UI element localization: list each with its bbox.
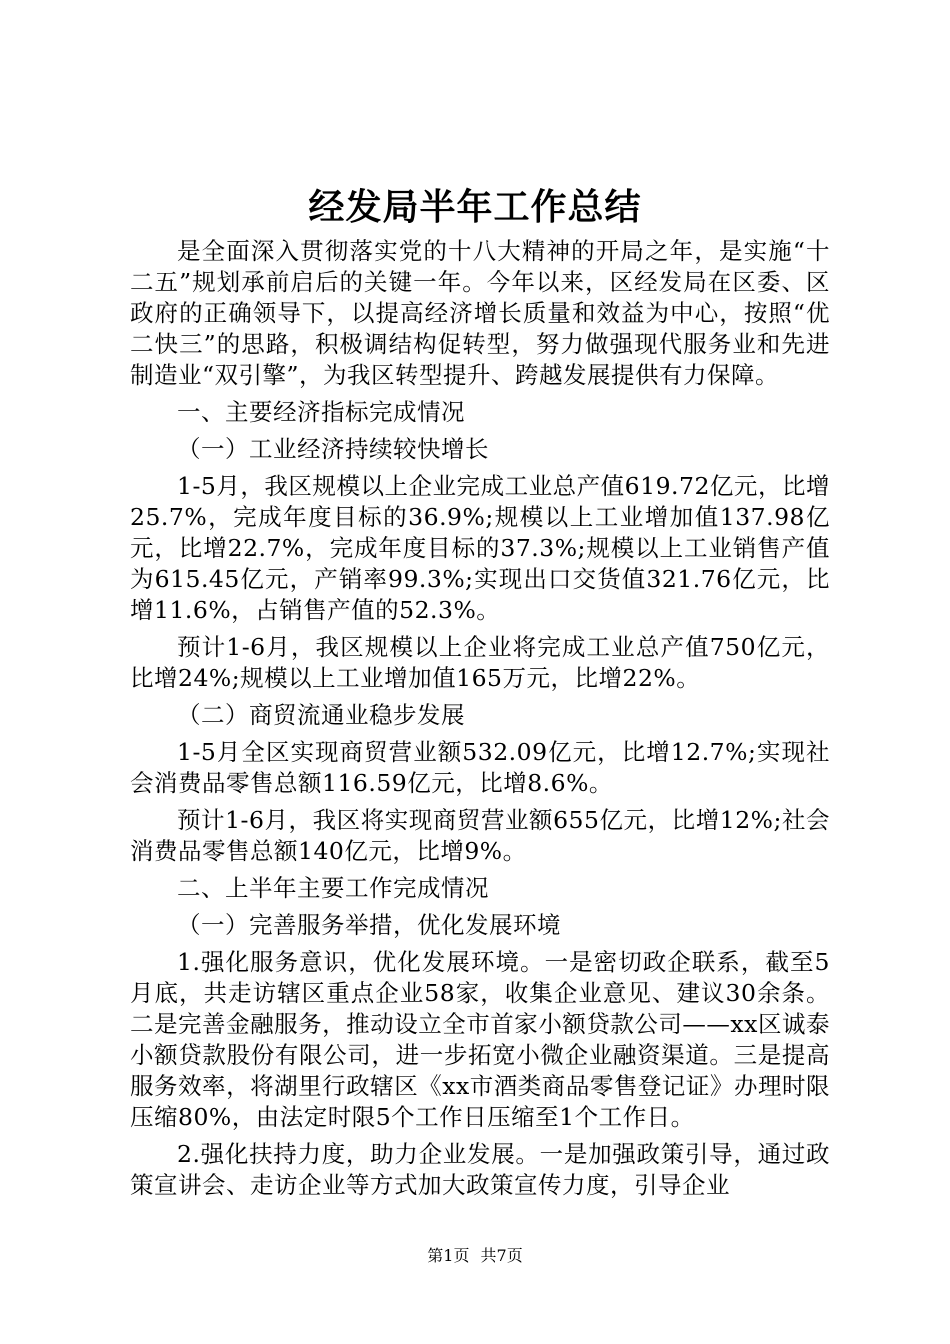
subsection-heading: （一）工业经济持续较快增长 bbox=[177, 435, 489, 463]
subsection-heading: （二）商贸流通业稳步发展 bbox=[177, 701, 465, 729]
section-heading: 一、主要经济指标完成情况 bbox=[177, 398, 465, 426]
page-number: 第1页 bbox=[427, 1246, 470, 1265]
intro-paragraph: 是全面深入贯彻落实党的十八大精神的开局之年，是实施“十二五”规划承前启后的关键一年。今年以来，区经发局在区委、区政府的正确领导下，以提高经济增长质量和效益为中心，按照“优二快三”的思路，积极调结构促转型，努力做强现代服务业和先进制造业“双引擎”，为我区转型提升、跨越发展提供有力保障。 bbox=[130, 237, 830, 389]
document-body bbox=[130, 236, 830, 1207]
body-paragraph: 预计1-6月，我区规模以上企业将完成工业总产值750亿元，比增24%;规模以上工业增加值165万元，比增22%。 bbox=[130, 633, 830, 692]
section-heading: 二、上半年主要工作完成情况 bbox=[177, 874, 489, 902]
document-title: 经发局半年工作总结 bbox=[308, 187, 642, 228]
subsection-heading: （一）完善服务举措，优化发展环境 bbox=[177, 911, 561, 939]
body-paragraph: 预计1-6月，我区将实现商贸营业额655亿元，比增12%;社会消费品零售总额140亿元，比增9%。 bbox=[130, 806, 830, 865]
body-paragraph: 2.强化扶持力度，助力企业发展。一是加强政策引导，通过政策宣讲会、走访企业等方式加大政策宣传力度，引导企业 bbox=[130, 1140, 830, 1199]
body-paragraph: 1.强化服务意识，优化发展环境。一是密切政企联系，截至5月底，共走访辖区重点企业58家，收集企业意见、建议30余条。二是完善金融服务，推动设立全市首家小额贷款公司——xx区诚泰小额贷款股份有限公司，进一步拓宽小微企业融资渠道。三是提高服务效率，将湖里行政辖区《xx市酒类商品零售登记证》办理时限压缩80%，由法定时限5个工作日压缩至1个工作日。 bbox=[130, 948, 830, 1131]
body-paragraph: 1-5月全区实现商贸营业额532.09亿元，比增12.7%;实现社会消费品零售总额116.59亿元，比增8.6%。 bbox=[130, 738, 830, 797]
body-paragraph: 1-5月，我区规模以上企业完成工业总产值619.72亿元，比增25.7%，完成年度目标的36.9%;规模以上工业增加值137.98亿元，比增22.7%，完成年度目标的37.3%;规模以上工业销售产值为615.45亿元，产销率99.3%;实现出口交货值321.76亿元，比增11.6%，占销售产值的52.3%。 bbox=[130, 472, 830, 624]
page-total: 共7页 bbox=[480, 1246, 523, 1265]
page-footer bbox=[0, 1244, 950, 1268]
